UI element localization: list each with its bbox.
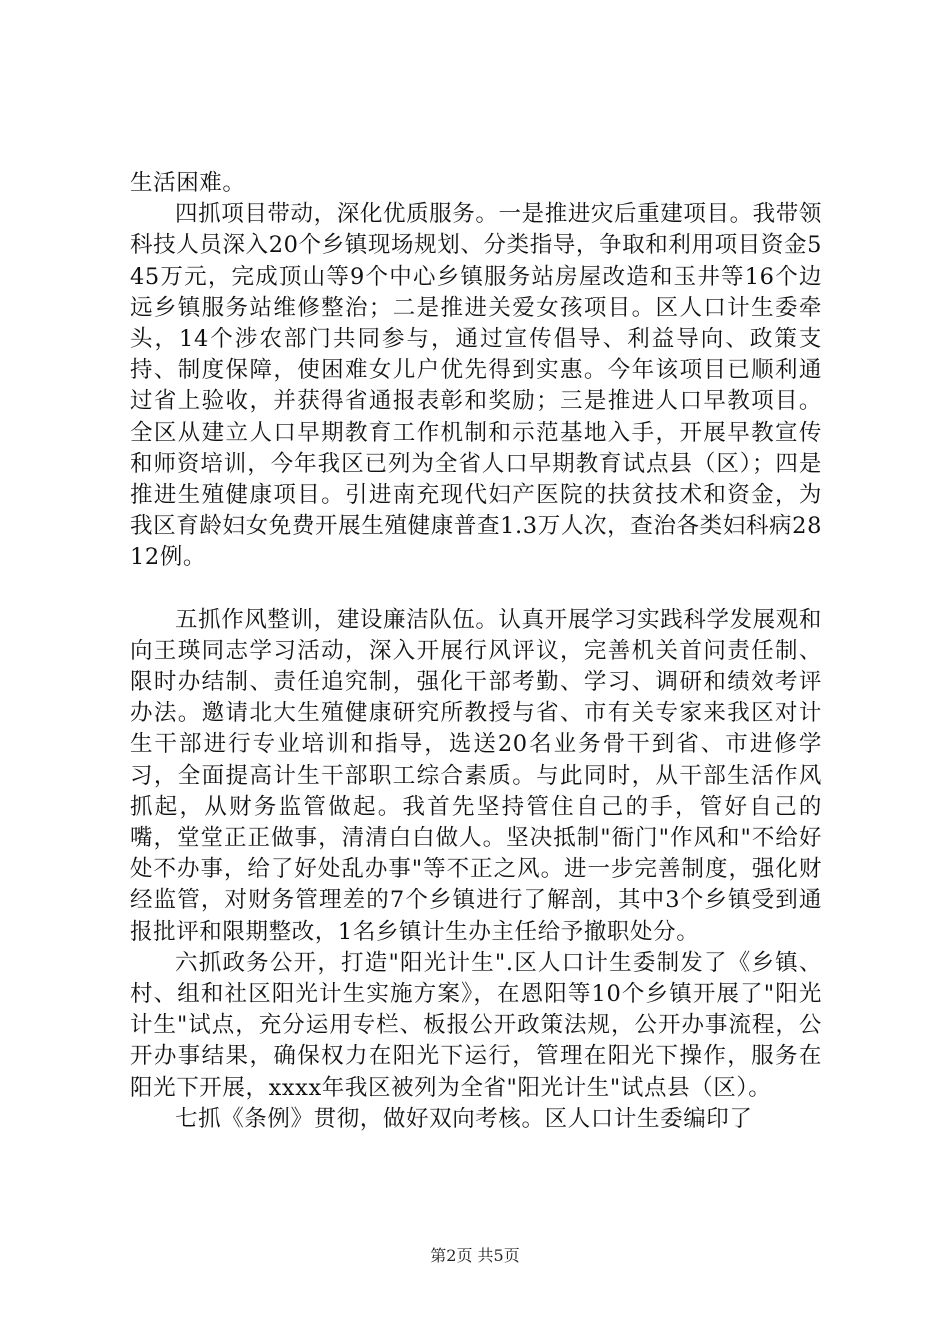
paragraph-3: 五抓作风整训，建设廉洁队伍。认真开展学习实践科学发展观和向王瑛同志学习活动，深入开展行风评议，完善机关首问责任制、限时办结制、责任追究制，强化干部考勤、学习、调研和绩效考评办法。邀请北大生殖健康研究所教授与省、市有关专家来我区对计生干部进行专业培训和指导，选送20名业务骨干到省、市进修学习，全面提高计生干部职工综合素质。与此同时，从干部生活作风抓起，从财务监管做起。我首先坚持管住自己的手，管好自己的嘴，堂堂正正做事，清清白白做人。坚决抵制"衙门"作风和"不给好处不办事，给了好处乱办事"等不正之风。进一步完善制度，强化财经监管，对财务管理差的7个乡镇进行了解剖，其中3个乡镇受到通报批评和限期整改，1名乡镇计生办主任给予撤职处分。 xyxy=(130,606,822,945)
paragraph-4: 六抓政务公开，打造"阳光计生".区人口计生委制发了《乡镇、村、组和社区阳光计生实施方案》，在恩阳等10个乡镇开展了"阳光计生"试点，充分运用专栏、板报公开政策法规，公开办事流程，公开办事结果，确保权力在阳光下运行，管理在阳光下操作，服务在阳光下开展，xxxx年我区被列为全省"阳光计生"试点县（区）。 xyxy=(130,949,822,1101)
paragraph-5: 七抓《条例》贯彻，做好双向考核。区人口计生委编印了 xyxy=(175,1105,753,1132)
paragraph-gap xyxy=(130,574,822,605)
paragraph-2: 四抓项目带动，深化优质服务。一是推进灾后重建项目。我带领科技人员深入20个乡镇现场规划、分类指导，争取和利用项目资金545万元，完成顶山等9个中心乡镇服务站房屋改造和玉井等16个边远乡镇服务站维修整治；二是推进关爱女孩项目。区人口计生委牵头，14个涉农部门共同参与，通过宣传倡导、利益导向、政策支持、制度保障，使困难女儿户优先得到实惠。今年该项目已顺利通过省上验收，并获得省通报表彰和奖励；三是推进人口早教项目。全区从建立人口早期教育工作机制和示范基地入手，开展早教宣传和师资培训，今年我区已列为全省人口早期教育试点县（区）；四是推进生殖健康项目。引进南充现代妇产医院的扶贫技术和资金，为我区育龄妇女免费开展生殖健康普查1.3万人次，查治各类妇科病2812例。 xyxy=(130,201,822,571)
page-footer: 第2页 共5页 xyxy=(430,1246,520,1265)
document-body xyxy=(130,168,822,1135)
paragraph-1: 生活困难。 xyxy=(130,170,246,196)
